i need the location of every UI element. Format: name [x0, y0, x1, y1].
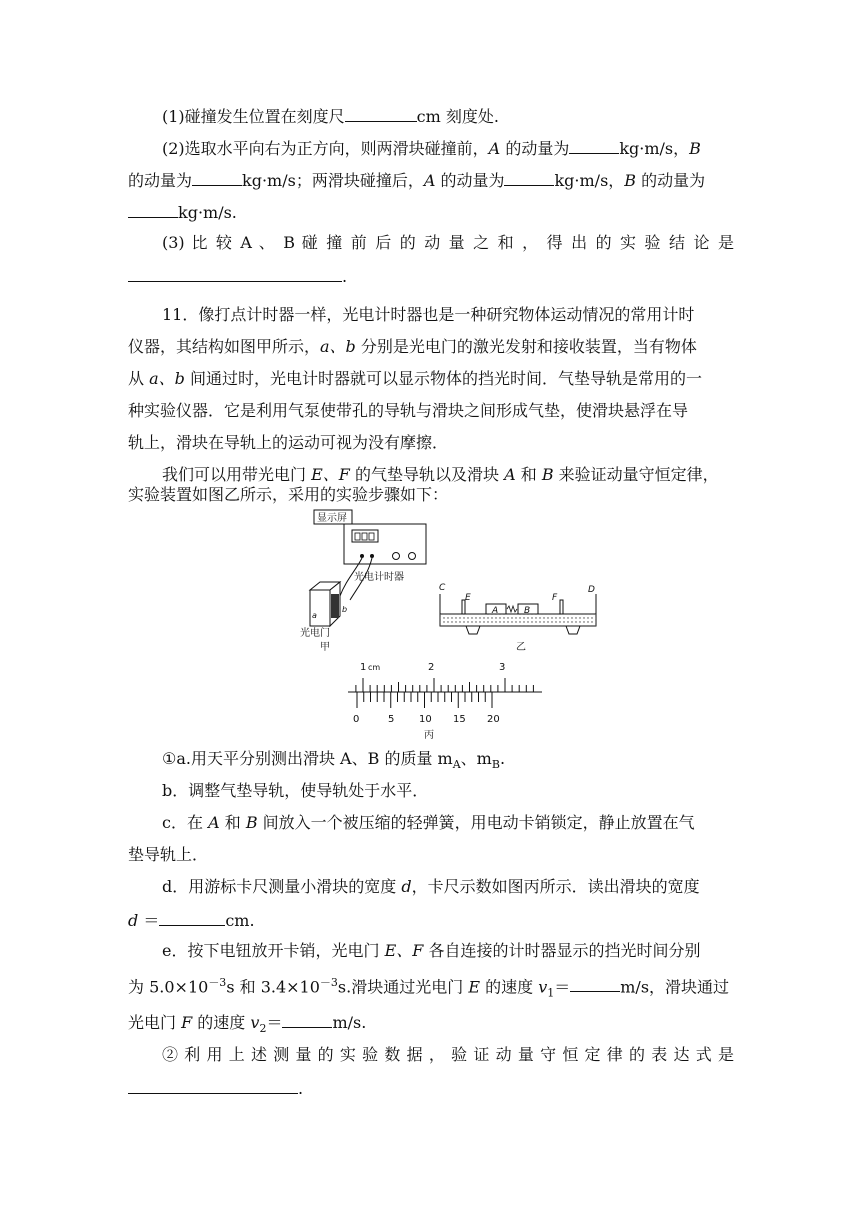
step-c-line2: 垫导轨上． — [128, 845, 209, 864]
step-a: ①a.用天平分别测出滑块 A、B 的质量 $m_A$、$m_B$. — [162, 749, 506, 772]
q10-part3-line2: . — [128, 264, 734, 288]
q11-line2: 仪器，其结构如图甲所示，a、b 分别是光电门的激光发射和接收装置，当有物体 — [128, 337, 697, 356]
vernier-scale-label: 15 — [453, 714, 466, 725]
figure-bing-label: 丙 — [424, 730, 434, 741]
step-2-line2: . — [128, 1076, 734, 1100]
q11-line3: 从 a、b 间通过时，光电计时器就可以显示物体的挡光时间．气垫导轨是常用的一 — [128, 369, 702, 388]
q10-part1: (1)碰撞发生位置在刻度尺 cm 刻度处. — [162, 104, 734, 128]
vernier-caliper — [348, 662, 542, 741]
gate-e-label: E — [465, 593, 471, 603]
unit-label: cm — [368, 663, 381, 672]
answer-blank[interactable] — [570, 974, 620, 992]
step-c-line1: c．在 A 和 B 间放入一个被压缩的轻弹簧，用电动卡销锁定，静止放置在气 — [162, 813, 695, 832]
step-e-line1: e．按下电钮放开卡销，光电门 E、F 各自连接的计时器显示的挡光时间分别 — [162, 941, 701, 960]
q11-line4: 种实验仪器．它是利用气泵使带孔的导轨与滑块之间形成气垫，使滑块悬浮在导 — [128, 401, 689, 420]
q10-part3-line1: (3) 比 较 A 、 B 碰 撞 前 后 的 动 量 之 和 ， 得 出 的 实 验 结 论 是 — [162, 233, 734, 252]
gate-b-label: b — [342, 605, 348, 614]
answer-blank[interactable] — [128, 1076, 298, 1094]
figure-jia-label: 甲 — [320, 642, 330, 653]
answer-blank[interactable] — [345, 104, 417, 122]
step-e-line3: 光电门 F 的速度 $v_2= m/s$. — [128, 1010, 734, 1040]
main-scale-label: 2 — [428, 662, 435, 673]
step-d-line2: d ＝ cm. — [128, 908, 734, 932]
answer-blank[interactable] — [128, 264, 342, 282]
gate-label: 光电门 — [300, 628, 330, 639]
step-b: b．调整气垫导轨，使导轨处于水平． — [162, 781, 429, 800]
q10-part2-line1: (2)选取水平向右为正方向，则两滑块碰撞前，A 的动量为 kg·m/s，B — [162, 136, 734, 160]
timer-label: 光电计时器 — [354, 572, 404, 583]
point-c-label: C — [439, 583, 446, 593]
answer-blank[interactable] — [282, 1010, 332, 1028]
q11-line6: 我们可以用带光电门 E、F 的气垫导轨以及滑块 A 和 B 来验证动量守恒定律， — [162, 465, 719, 484]
answer-blank[interactable] — [504, 168, 554, 186]
answer-blank[interactable] — [159, 908, 225, 926]
step-2-line1: ② 利 用 上 述 测 量 的 实 验 数 据 ， 验 证 动 量 守 恒 定 律 的 表 达 式 是 — [162, 1045, 734, 1064]
gate-a-label: a — [312, 611, 317, 620]
q11-line7: 实验装置如图乙所示，采用的实验步骤如下： — [128, 485, 449, 504]
step-d-line1: d．用游标卡尺测量小滑块的宽度 d，卡尺示数如图丙所示．读出滑块的宽度 — [162, 877, 700, 896]
main-scale-label: 1 — [360, 662, 367, 673]
main-scale-label: 3 — [499, 662, 506, 673]
block-a-label: A — [492, 606, 499, 616]
vernier-scale-label: 10 — [419, 714, 432, 725]
q10-part2-line2: 的动量为 kg·m/s；两滑块碰撞后，A 的动量为 kg·m/s，B 的动量为 — [128, 168, 734, 192]
q11-line1: 11．像打点计时器一样，光电计时器也是一种研究物体运动情况的常用计时 — [162, 305, 695, 324]
point-d-label: D — [588, 585, 595, 595]
experiment-figure — [290, 504, 610, 742]
answer-blank[interactable] — [128, 200, 178, 218]
air-track — [439, 583, 596, 653]
step-e-line2: 为 $5.0\times 10^{-3}s$ 和 $3.4\times 10^{-3}s$.滑块通过光电门 E 的速度 $v_1= m/s$，滑块通过 — [128, 976, 730, 1000]
q11-line5: 轨上，滑块在导轨上的运动可视为没有摩擦． — [128, 433, 449, 452]
block-b-label: B — [524, 606, 531, 616]
photogate — [300, 582, 347, 639]
vernier-scale-label: 5 — [388, 714, 395, 725]
figure-yi-label: 乙 — [516, 642, 526, 653]
answer-blank[interactable] — [569, 136, 619, 154]
gate-f-label: F — [552, 593, 558, 603]
q10-part2-line3: kg·m/s. — [128, 200, 734, 224]
answer-blank[interactable] — [192, 168, 242, 186]
vernier-scale-label: 0 — [353, 714, 360, 725]
display-label: 显示屏 — [317, 513, 347, 524]
vernier-scale-label: 20 — [487, 714, 500, 725]
